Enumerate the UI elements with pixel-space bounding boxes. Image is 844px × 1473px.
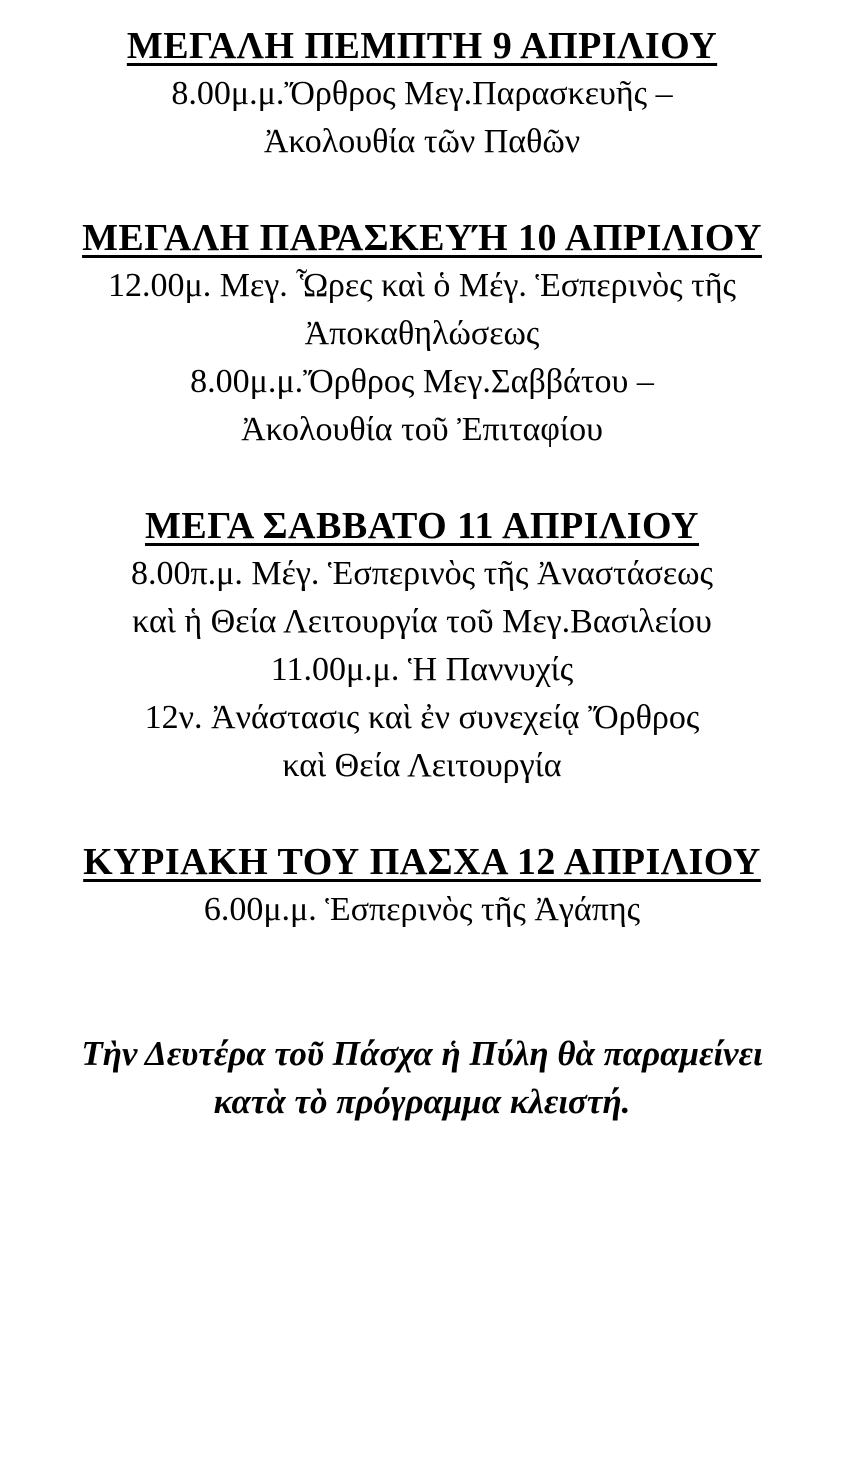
closing-note-line: κατὰ τὸ πρόγραμμα κλειστή. bbox=[213, 1082, 631, 1121]
day-heading: ΜΕΓΑ ΣΑΒΒΑΤΟ 11 ΑΠΡΙΛΙΟΥ bbox=[144, 505, 700, 547]
schedule-line: 8.00μ.μ.Ὄρθρος Μεγ.Παρασκευῆς – bbox=[171, 75, 673, 112]
day-heading: ΜΕΓΑΛΗ ΠΑΡΑΣΚΕΥΉ 10 ΑΠΡΙΛΙΟΥ bbox=[82, 217, 762, 259]
schedule-line: 6.00μ.μ. Ἑσπερινὸς τῆς Ἀγάπης bbox=[203, 891, 641, 928]
section-great-thursday bbox=[0, 22, 844, 166]
schedule-line: Ἀποκαθηλώσεως bbox=[304, 315, 540, 352]
section-great-friday bbox=[0, 214, 844, 454]
schedule-line: 12.00μ. Μεγ. Ὧρες καὶ ὁ Μέγ. Ἑσπερινὸς τῆς bbox=[108, 267, 736, 304]
schedule-line: 8.00μ.μ.Ὄρθρος Μεγ.Σαββάτου – bbox=[190, 363, 654, 400]
section-easter-sunday bbox=[0, 838, 844, 934]
closing-note bbox=[0, 1030, 844, 1126]
schedule-line: 8.00π.μ. Μέγ. Ἑσπερινὸς τῆς Ἀναστάσεως bbox=[131, 555, 713, 592]
schedule-line: Ἀκολουθία τῶν Παθῶν bbox=[263, 123, 581, 160]
schedule-line: 11.00μ.μ. Ἡ Παννυχίς bbox=[270, 651, 574, 688]
schedule-line: καὶ ἡ Θεία Λειτουργία τοῦ Μεγ.Βασιλείου bbox=[132, 603, 712, 640]
schedule-line: 12ν. Ἀνάστασις καὶ ἐν συνεχείᾳ Ὄρθρος bbox=[144, 699, 700, 736]
schedule-line: καὶ Θεία Λειτουργία bbox=[282, 747, 562, 784]
schedule-line: Ἀκολουθία τοῦ Ἐπιταφίου bbox=[241, 411, 603, 448]
day-heading: ΜΕΓΑΛΗ ΠΕΜΠΤΗ 9 ΑΠΡΙΛΙΟΥ bbox=[126, 25, 718, 67]
day-heading: ΚΥΡΙΑΚΗ ΤΟΥ ΠΑΣΧΑ 12 ΑΠΡΙΛΙΟΥ bbox=[83, 841, 761, 883]
section-great-saturday bbox=[0, 502, 844, 790]
closing-note-line: Τὴν Δευτέρα τοῦ Πάσχα ἡ Πύλη θὰ παραμείνει bbox=[81, 1034, 763, 1073]
